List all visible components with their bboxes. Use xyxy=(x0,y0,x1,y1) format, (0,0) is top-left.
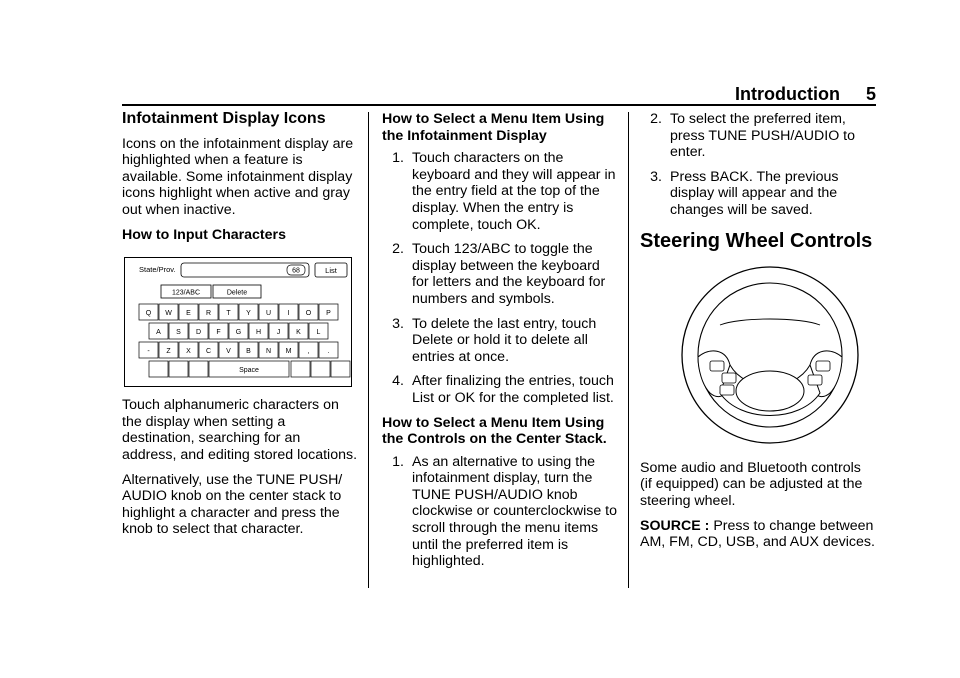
step-number: 2. xyxy=(650,111,662,127)
infotainment-step xyxy=(382,316,618,366)
steering-wheel-illustration xyxy=(680,265,860,445)
delete-button-label: Delete xyxy=(226,289,248,297)
key-label: J xyxy=(276,329,281,337)
step-number: 3. xyxy=(650,168,662,185)
paragraph-knob: Alternatively, use the TUNE PUSH/ AUDIO knob on the center stack to highlight a character and press the knob to select that character. xyxy=(122,471,343,538)
blank-key[interactable] xyxy=(291,361,310,377)
key-label: W xyxy=(165,310,172,318)
key-label: X xyxy=(186,348,191,356)
running-header xyxy=(735,84,876,105)
right-column xyxy=(640,111,876,559)
voice-button-icon xyxy=(720,385,734,395)
middle-column xyxy=(382,111,618,578)
key-label: S xyxy=(176,329,181,337)
key-label: . xyxy=(327,348,330,356)
step-number: 3. xyxy=(392,315,404,332)
infotainment-step xyxy=(382,241,618,307)
step-text: To select the preferred item, press TUNE PUSH/AUDIO to enter. xyxy=(670,111,856,161)
step-number: 4. xyxy=(392,373,404,390)
key-label: L xyxy=(316,329,321,337)
subheading: How to Input Characters xyxy=(122,226,286,243)
step-text: After finalizing the entries, touch List or OK for the completed list. xyxy=(412,373,614,406)
key-label: U xyxy=(265,310,272,318)
key-label: H xyxy=(255,329,262,337)
source-text: Press to change between AM, FM, CD, USB, and AUX devices. xyxy=(640,517,875,551)
audio-button-icon xyxy=(710,361,724,371)
blank-key[interactable] xyxy=(311,361,330,377)
source-button-icon xyxy=(722,373,736,383)
step-text: Touch 123/ABC to toggle the display between the keyboard for letters and the keyboard for numbers and symbols. xyxy=(412,241,606,307)
key-label: D xyxy=(195,329,202,337)
source-label: SOURCE : xyxy=(640,517,710,534)
key-label: E xyxy=(186,310,191,318)
key-label: O xyxy=(305,310,312,318)
key-label: I xyxy=(287,310,290,318)
blank-key[interactable] xyxy=(189,361,208,377)
key-label: K xyxy=(296,329,301,337)
header-rule xyxy=(122,104,876,106)
continued-step xyxy=(640,169,876,219)
left-column xyxy=(122,111,358,546)
keyboard-figure xyxy=(124,257,352,387)
step-text: Touch characters on the keyboard and they will appear in the entry field at the top of the display. When the entry is complete, touch OK. xyxy=(412,150,616,233)
infotainment-step xyxy=(382,373,618,406)
key-label: M xyxy=(285,348,292,356)
step-text: As an alternative to using the infotainment display, turn the TUNE PUSH/AUDIO knob clockwise or counterclockwise to scroll through the menu items until the preferred item is highlighted. xyxy=(412,453,618,570)
paragraph-touch: Touch alphanumeric characters on the display when setting a destination, searching for an address, and editing stored locations. xyxy=(122,397,358,463)
field-label: State/Prov. xyxy=(139,265,176,275)
column-divider-1 xyxy=(368,112,369,588)
key-label: A xyxy=(156,329,161,337)
steering-paragraph: Some audio and Bluetooth controls (if equipped) can be adjusted at the steering wheel. xyxy=(640,459,863,509)
key-label: Y xyxy=(246,310,251,318)
key-label: - xyxy=(147,348,150,356)
heading-infotainment: How to Select a Menu Item Using the Infotainment Display xyxy=(382,111,605,144)
step-number: 2. xyxy=(392,241,404,258)
key-label: B xyxy=(246,348,251,356)
blank-key[interactable] xyxy=(149,361,168,377)
key-label: T xyxy=(226,310,231,318)
section-title: Introduction xyxy=(735,84,840,104)
key-label: P xyxy=(326,310,331,318)
step-number: 1. xyxy=(392,453,404,470)
list-button-label: List xyxy=(325,266,337,276)
steering-heading: Steering Wheel Controls xyxy=(640,229,873,252)
heading-center-stack: How to Select a Menu Item Using the Controls on the Center Stack. xyxy=(382,414,607,448)
count-text: 68 xyxy=(292,267,300,275)
continued-step xyxy=(640,111,876,161)
infotainment-step xyxy=(382,150,618,233)
mode-toggle-label: 123/ABC xyxy=(171,289,201,297)
key-label: R xyxy=(205,310,212,318)
key-label: F xyxy=(216,329,221,337)
key-label: V xyxy=(226,348,231,356)
section-heading: Infotainment Display Icons xyxy=(122,110,326,127)
key-label: G xyxy=(235,329,242,337)
key-label: N xyxy=(265,348,272,356)
intro-paragraph: Icons on the infotainment display are highlighted when a feature is available. Some infotainment display icons highlight when active and gray out when inactive. xyxy=(122,135,354,218)
blank-key[interactable] xyxy=(331,361,350,377)
center-stack-step xyxy=(382,454,618,570)
step-number: 1. xyxy=(392,150,404,167)
space-key-label: Space xyxy=(239,367,259,375)
key-label: Q xyxy=(145,310,152,318)
blank-key[interactable] xyxy=(169,361,188,377)
column-divider-2 xyxy=(628,112,629,588)
step-text: To delete the last entry, touch Delete or hold it to delete all entries at once. xyxy=(412,315,597,365)
key-label: Z xyxy=(166,348,171,356)
step-text: Press BACK. The previous display will appear and the changes will be saved. xyxy=(670,168,839,218)
page-number: 5 xyxy=(865,84,876,104)
phone-button-icon xyxy=(816,361,830,371)
key-label: , xyxy=(307,348,310,356)
source-paragraph xyxy=(640,518,876,551)
key-label: C xyxy=(205,348,212,356)
volume-button-icon xyxy=(808,375,822,385)
